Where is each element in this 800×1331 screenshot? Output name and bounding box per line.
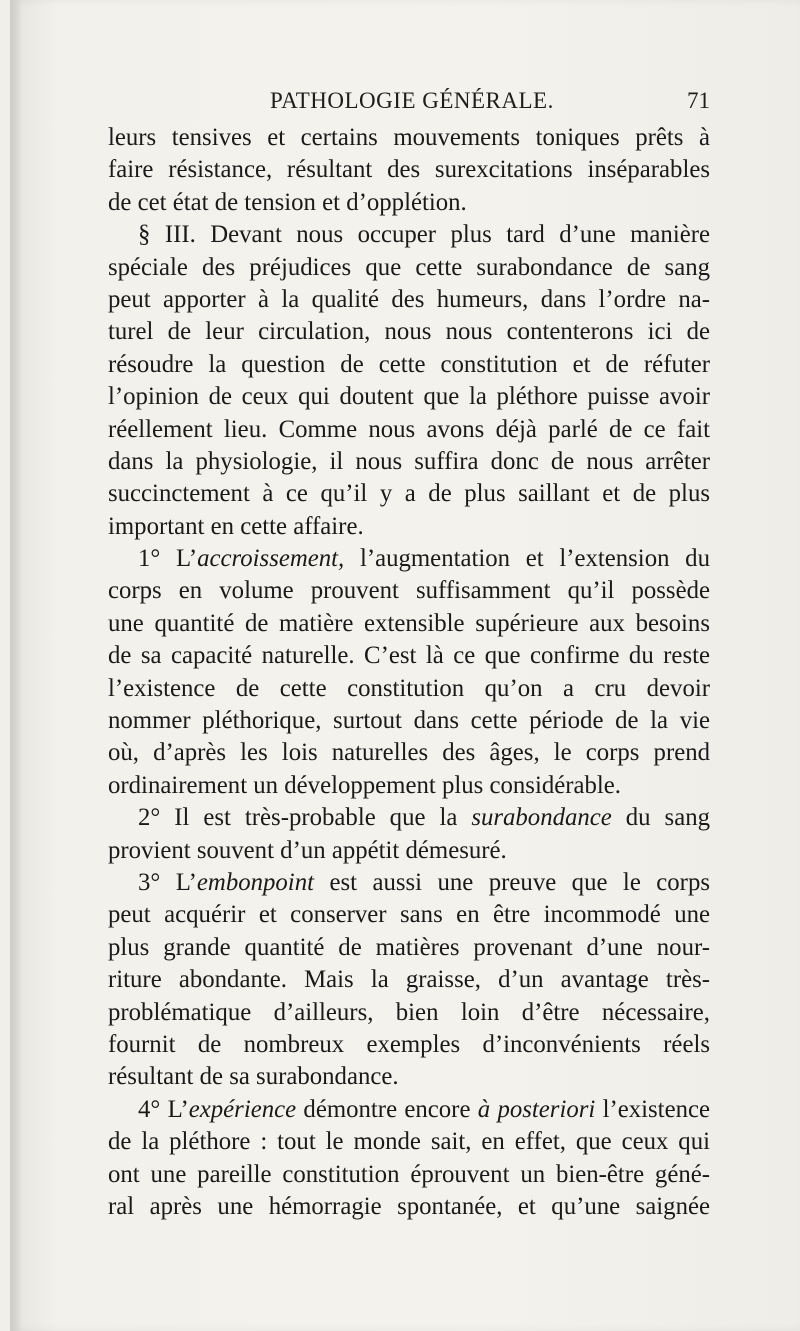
text-segment: démontre encore <box>296 1095 478 1123</box>
text-line <box>108 1061 710 1093</box>
text-segment: de sa capacité naturelle. C’est là ce que confirme du reste <box>108 642 710 670</box>
text-line <box>108 381 710 413</box>
text-segment: ral après une hémorragie spontanée, et qu’une saignée <box>108 1192 710 1220</box>
text-segment: de la pléthore : tout le monde sait, en effet, que ceux qui <box>108 1128 710 1156</box>
text-line <box>108 1191 710 1223</box>
text-line <box>108 414 710 446</box>
text-segment: ont une pareille constitution éprouvent un bien-être géné- <box>108 1160 710 1188</box>
text-segment: ordinairement un développement plus considérable. <box>108 771 621 799</box>
body-text <box>108 122 710 1223</box>
text-segment: est aussi une preuve que le corps <box>314 868 710 896</box>
text-line <box>108 446 710 478</box>
text-segment: 3° L’ <box>138 868 197 896</box>
text-line <box>108 122 710 154</box>
text-segment: peut apporter à la qualité des humeurs, dans l’ordre na- <box>108 285 710 313</box>
text-segment: l’existence de cette constitution qu’on a cru devoir <box>108 674 710 702</box>
text-line <box>108 575 710 607</box>
text-line <box>108 964 710 996</box>
italic-text: surabondance <box>471 804 612 832</box>
text-line <box>108 154 710 186</box>
text-line <box>108 802 710 834</box>
text-segment: l’opinion de ceux qui doutent que la pléthore puisse avoir <box>108 383 710 411</box>
text-segment: 2° Il est très-probable que la <box>138 804 472 832</box>
text-line <box>108 349 710 381</box>
page-edge-shadow <box>10 0 22 1331</box>
text-segment: dans la physiologie, il nous suffira donc de nous arrêter <box>108 447 710 475</box>
text-segment: résultant de sa surabondance. <box>108 1063 399 1091</box>
text-segment: résoudre la question de cette constitution et de réfuter <box>108 350 710 378</box>
text-segment: turel de leur circulation, nous nous contenterons ici de <box>108 318 710 346</box>
text-segment: succinctement à ce qu’il y a de plus saillant et de plus <box>108 480 710 508</box>
text-line <box>108 187 710 219</box>
text-segment: fournit de nombreux exemples d’inconvénients réels <box>108 1030 710 1058</box>
text-line <box>108 1159 710 1191</box>
running-title: PATHOLOGIE GÉNÉRALE. <box>270 88 554 113</box>
text-segment: faire résistance, résultant des surexcitations inséparables <box>108 156 710 184</box>
text-segment: où, d’après les lois naturelles des âges, le corps prend <box>108 739 710 767</box>
text-segment: plus grande quantité de matières provenant d’une nour- <box>108 933 710 961</box>
text-segment: du sang <box>611 804 710 832</box>
text-line <box>108 835 710 867</box>
text-line <box>108 1094 710 1126</box>
text-line <box>108 705 710 737</box>
text-segment: spéciale des préjudices que cette surabondance de sang <box>108 253 710 281</box>
text-segment: 1° L’ <box>138 545 198 573</box>
text-line <box>108 252 710 284</box>
text-line <box>108 867 710 899</box>
text-line <box>108 1126 710 1158</box>
text-segment: peut acquérir et conserver sans en être incommodé une <box>108 901 710 929</box>
text-segment: réellement lieu. Comme nous avons déjà parlé de ce fait <box>108 415 710 443</box>
text-segment: problématique d’ailleurs, bien loin d’être nécessaire, <box>108 998 710 1026</box>
italic-text: à posteriori <box>477 1095 596 1123</box>
page-header <box>108 86 710 122</box>
text-line <box>108 511 710 543</box>
text-segment: provient souvent d’un appétit démesuré. <box>108 836 507 864</box>
text-segment: § III. Devant nous occuper plus tard d’une manière <box>138 221 710 249</box>
text-line <box>108 932 710 964</box>
text-segment: riture abondante. Mais la graisse, d’un avantage très- <box>108 966 710 994</box>
text-segment: 4° L’ <box>138 1095 189 1123</box>
text-line <box>108 1029 710 1061</box>
text-segment: l’augmentation et l’extension du <box>344 545 710 573</box>
text-segment: l’existence <box>595 1095 710 1123</box>
italic-text: embonpoint <box>196 868 314 896</box>
text-segment: nommer pléthorique, surtout dans cette période de la vie <box>108 707 710 735</box>
italic-text: accroissement, <box>197 545 345 573</box>
text-line <box>108 997 710 1029</box>
text-line <box>108 608 710 640</box>
text-line <box>108 478 710 510</box>
text-line <box>108 219 710 251</box>
page-number: 71 <box>687 88 710 113</box>
text-line <box>108 899 710 931</box>
text-line <box>108 640 710 672</box>
text-segment: de cet état de tension et d’opplétion. <box>108 188 467 216</box>
text-line <box>108 543 710 575</box>
text-segment: une quantité de matière extensible supérieure aux besoins <box>108 609 710 637</box>
text-segment: corps en volume prouvent suffisamment qu’il possède <box>108 577 710 605</box>
text-line <box>108 284 710 316</box>
text-segment: leurs tensives et certains mouvements toniques prêts à <box>108 124 710 151</box>
text-segment: important en cette affaire. <box>108 512 364 540</box>
text-line <box>108 737 710 769</box>
text-line <box>108 316 710 348</box>
text-line <box>108 673 710 705</box>
italic-text: expérience <box>188 1095 297 1123</box>
text-line <box>108 770 710 802</box>
